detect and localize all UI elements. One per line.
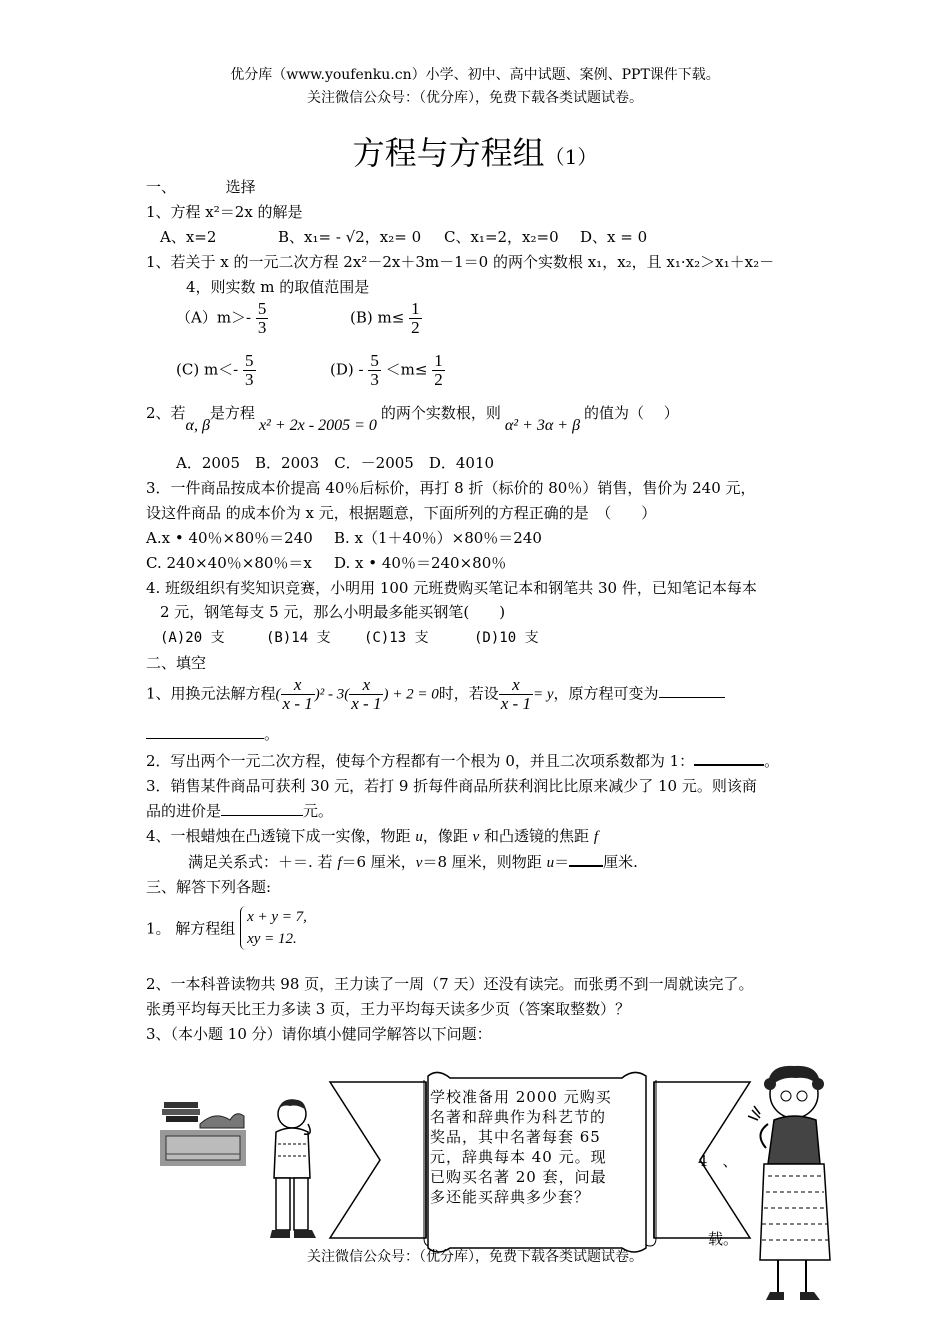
eq-mid: )² - 3( (314, 686, 350, 703)
s2-q1-suffix: ，原方程可变为 (553, 684, 659, 703)
denominator: x - 1 (351, 693, 382, 713)
s2-q3-line1: 3．销售某件商品可获利 30 元，若打 9 折每件商品所获利润比比原来减少了 10 元。则该商 (146, 777, 757, 795)
boy-illustration (262, 1094, 322, 1244)
var-v: v (472, 829, 480, 845)
header-line-1: 优分库（www.youfenku.cn）小学、初中、高中试题、案例、PPT课件下载。 (230, 67, 720, 83)
s2-q2-text: 2．写出两个一元二次方程，使每个方程都有一个根为 0，并且二次项系数都为 1： (146, 752, 695, 770)
numerator: 1 (434, 351, 443, 370)
q2-option-d-label: (D) - (330, 360, 364, 379)
q1-option-b: B、x₁= - √2，x₂= 0 (278, 228, 422, 246)
page-title (0, 128, 950, 174)
fraction-5-3 (256, 300, 269, 337)
q2-option-d-mid: ＜m≤ (385, 360, 428, 379)
var-u: u (415, 829, 423, 845)
text: ＝6 厘米， (341, 853, 416, 871)
section1-number: 一、 (146, 178, 177, 196)
denominator: 2 (411, 317, 420, 337)
numerator: 5 (245, 351, 254, 370)
section1-title: 选择 (225, 178, 256, 196)
paren: ( (275, 686, 281, 703)
scroll-problem-text: 学校准备用 2000 元购买名著和辞典作为科艺节的奖品，其中名著每套 65 元，辞典每本 40 元。现已购买名著 20 套，问最多还能买辞典多少套？ (430, 1088, 612, 1206)
s2-q3-suffix: 元。 (303, 802, 334, 820)
numerator: 5 (370, 351, 379, 370)
equation-system (240, 906, 307, 950)
eq-tail: ) + 2 = 0 (383, 686, 439, 703)
s2-q4-line2 (188, 851, 638, 872)
denominator: 2 (434, 369, 443, 389)
s2-q3-prefix: 品的进价是 (146, 802, 222, 820)
s2-q3-line2 (146, 800, 333, 821)
s2-q1-end: 。 (264, 725, 280, 743)
q2-option-c-label: (C) m＜- (176, 360, 239, 379)
s2-q2-end: 。 (764, 752, 780, 770)
fraction-x-over-x-minus-1 (349, 676, 383, 713)
equation-1: x + y = 7, (247, 909, 307, 925)
answer-blank[interactable] (221, 815, 303, 816)
q3-suffix: 的值为（ ） (584, 404, 679, 422)
q5-line1: 4. 班级组织有奖知识竞赛，小明用 100 元班费购买笔记本和钢笔共 30 件，已知笔记本每本 (146, 579, 757, 597)
var-f: f (337, 855, 342, 871)
answer-blank[interactable] (694, 764, 764, 766)
cut-text: 载。 (708, 1230, 739, 1248)
numerator: x (281, 676, 315, 695)
q1-option-d: D、x = 0 (580, 228, 648, 246)
q4-option-a: A.x • 40％×80％＝240 (146, 529, 313, 547)
q5-option-d: (D)10 支 (474, 630, 539, 646)
fraction-x-over-x-minus-1 (281, 676, 315, 713)
var-v: v (415, 855, 423, 871)
q2-stem-line2: 4，则实数 m 的取值范围是 (186, 278, 370, 296)
denominator: x - 1 (500, 693, 531, 713)
denominator: 3 (370, 369, 379, 389)
s2-q1 (146, 676, 725, 713)
equation-2: xy = 12. (247, 931, 297, 947)
q4-option-d: D. x • 40％＝240×80％ (334, 554, 507, 572)
q3-prefix: 2、若 (146, 404, 186, 422)
title-main: 方程与方程组 (352, 134, 545, 172)
title-sub: （1） (544, 145, 598, 169)
answer-blank[interactable] (146, 738, 264, 739)
denominator: 3 (257, 317, 267, 337)
s2-q4-line1 (146, 825, 598, 846)
q4-line2: 设这件商品 的成本价为 x 元，根据题意，下面所列的方程正确的是 （ ） (146, 504, 657, 522)
q1-option-a: A、x=2 (160, 228, 217, 246)
s2-q1-prefix: 1、用换元法解方程 (146, 684, 276, 703)
footer-line: 关注微信公众号：（优分库），免费下载各类试题试卷。 (307, 1249, 643, 1265)
q3-mid2: 的两个实数根，则 (380, 404, 501, 422)
q2-option-b-label: (B) m≤ (350, 308, 405, 327)
q3-roots: α, β (185, 417, 210, 434)
denominator: 3 (245, 369, 254, 389)
section1-heading (146, 176, 256, 197)
q1-option-c: C、x₁=2，x₂=0 (444, 228, 559, 246)
numerator: x (349, 676, 383, 695)
numerator: 5 (257, 299, 267, 318)
q3-stem (146, 402, 679, 434)
q4-option-c: C. 240×40％×80％＝x (146, 554, 312, 572)
s3-q3-line: 3、（本小题 10 分）请你填小健同学解答以下问题： (146, 1025, 492, 1043)
q2-option-a (176, 300, 268, 337)
s3-q1-label: 1。 解方程组 (146, 919, 236, 938)
text: ＝8 厘米，则物距 (422, 853, 547, 871)
q4-option-b: B. x（1＋40％）×80％＝240 (334, 529, 542, 547)
q2-stem-line1: 1、若关于 x 的一元二次方程 2x²－2x＋3m－1＝0 的两个实数根 x₁，x₂，且 x₁·x₂＞x₁＋x₂－ (146, 253, 775, 271)
fraction-1-2 (432, 352, 445, 389)
text: ，像距 (422, 827, 473, 845)
section3-heading: 三、解答下列各题: (146, 878, 272, 896)
q2-option-a-label: （A）m＞- (176, 308, 252, 327)
s3-q2-line2: 张勇平均每天比王力多读 3 页，王力平均每天读多少页（答案取整数）？ (146, 1000, 631, 1018)
answer-blank[interactable] (659, 697, 725, 698)
s2-q1-line2 (146, 723, 279, 744)
set-tail: = y (532, 686, 554, 703)
q3-mid: 是方程 (209, 404, 255, 422)
fraction-5-3 (368, 352, 381, 389)
q5-option-c: (C)13 支 (364, 630, 429, 646)
var-u: u (546, 855, 555, 871)
q2-option-c (176, 352, 256, 389)
answer-blank[interactable] (569, 865, 603, 867)
books-illustration (160, 1094, 246, 1166)
q3-equation: x² + 2x - 2005 = 0 (258, 417, 377, 434)
s2-q2 (146, 750, 779, 771)
q5-option-a: (A)20 支 (160, 630, 225, 646)
section2-heading: 二、填空 (146, 654, 207, 672)
s2-q1-mid: 时，若设 (438, 684, 499, 703)
denominator: x - 1 (282, 693, 313, 713)
q3-options: A．2005 B．2003 C．－2005 D．4010 (176, 454, 495, 472)
side-text-4: 4 、 (698, 1152, 738, 1170)
q5-option-b: (B)14 支 (266, 630, 331, 646)
fraction-x-over-x-minus-1 (499, 676, 533, 713)
fraction-1-2 (409, 300, 422, 337)
q3-expression: α² + 3α + β (504, 417, 581, 434)
text: 和凸透镜的焦距 (479, 827, 594, 845)
text: 4、一根蜡烛在凸透镜下成一实像，物距 (146, 827, 416, 845)
q2-option-b (350, 300, 422, 337)
s3-q1 (146, 906, 307, 950)
q4-line1: 3．一件商品按成本价提高 40％后标价，再打 8 折（标价的 80％）销售，售价为 240 元， (146, 479, 756, 497)
header-line-2: 关注微信公众号：（优分库），免费下载各类试题试卷。 (307, 90, 643, 106)
fraction-5-3 (243, 352, 256, 389)
var-f: f (593, 829, 598, 845)
text: 厘米. (603, 853, 638, 871)
text: 满足关系式：＋＝. 若 (188, 853, 338, 871)
numerator: x (499, 676, 533, 695)
s3-q2-line1: 2、一本科普读物共 98 页，王力读了一周（7 天）还没有读完。而张勇不到一周就读完了。 (146, 975, 754, 993)
numerator: 1 (411, 299, 420, 318)
q1-stem: 1、方程 x²＝2x 的解是 (146, 203, 303, 221)
teacher-illustration (738, 1054, 838, 1316)
q5-line2: 2 元，钢笔每支 5 元，那么小明最多能买钢笔( ) (160, 603, 506, 621)
q2-option-d (330, 352, 445, 389)
text: ＝ (554, 853, 570, 871)
